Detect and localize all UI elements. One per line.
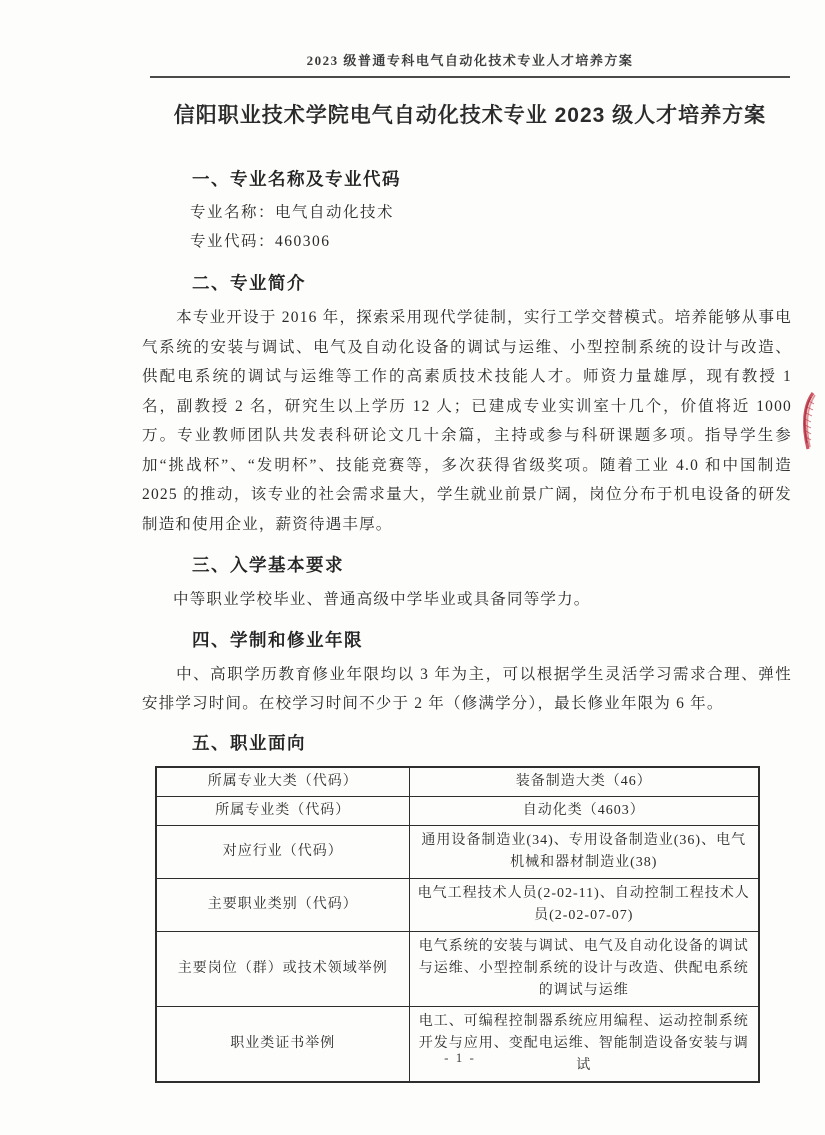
table-row-value: 电气工程技术人员(2-02-11)、自动控制工程技术人员(2-02-07-07) [409, 878, 759, 931]
career-orientation-table [155, 766, 760, 1083]
table-row-label: 主要职业类别（代码） [156, 878, 409, 931]
section-heading-1: 一、专业名称及专业代码 [192, 169, 401, 189]
table-row [156, 1006, 759, 1082]
section-heading-4: 四、学制和修业年限 [192, 629, 363, 650]
table-row-value: 自动化类（4603） [409, 796, 759, 825]
table-row-value: 电气系统的安装与调试、电气及自动化设备的调试与运维、小型控制系统的设计与改造、供配电系统的调试与运维 [409, 931, 759, 1006]
admission-requirement-paragraph: 中等职业学校毕业、普通高级中学毕业或具备同等学力。 [173, 591, 591, 608]
table-row-value: 通用设备制造业(34)、专用设备制造业(36)、电气机械和器材制造业(38) [409, 825, 759, 878]
table-row [156, 878, 759, 931]
section-heading-3: 三、入学基本要求 [192, 555, 344, 575]
major-name-line: 专业名称：电气自动化技术 [190, 204, 395, 221]
table-row [156, 931, 759, 1006]
section-heading-5: 五、职业面向 [192, 732, 306, 753]
table-row [156, 796, 759, 825]
major-intro-paragraph: 本专业开设于 2016 年，探索采用现代学徒制，实行工学交替模式。培养能够从事电气系统的安装与调试、电气及自动化设备的调试与运维、小型控制系统的设计与改造、供配电系统的调试与运维等工作的高素质技术技能人才。师资力量雄厚，现有教授 1 名，副教授 2 名，研究生以上学历 12 人；已建成专业实训室十几个，价值将近 1000 万。专业教师团队共发表科研论文几十余篇，主持或参与科研课题多项。指导学生参加“挑战杯”、“发明杯”、技能竞赛等，多次获得省级奖项。随着工业 4.0 和中国制造 2025 的推动，该专业的社会需求量大，学生就业前景广阔，岗位分布于机电设备的研发制造和使用企业，薪资待遇丰厚。 [142, 309, 792, 533]
table-row-label: 所属专业类（代码） [156, 796, 409, 825]
table-row-label: 主要岗位（群）或技术领域举例 [156, 931, 409, 1006]
red-seal-edge-mark [795, 391, 817, 453]
study-duration-paragraph: 中、高职学历教育修业年限均以 3 年为主，可以根据学生灵活学习需求合理、弹性安排学习时间。在校学习时间不少于 2 年（修满学分），最长修业年限为 6 年。 [142, 665, 792, 712]
document-title: 信阳职业技术学院电气自动化技术专业 2023 级人才培养方案 [173, 104, 767, 127]
page-number: - 1 - [444, 1050, 476, 1065]
major-code-line: 专业代码：460306 [190, 233, 331, 250]
table-row-label: 对应行业（代码） [156, 825, 409, 878]
table-row-value: 电工、可编程控制器系统应用编程、运动控制系统开发与应用、变配电运维、智能制造设备安装与调试 [409, 1006, 759, 1082]
table-row [156, 767, 759, 797]
running-header: 2023 级普通专科电气自动化技术专业人才培养方案 [150, 50, 790, 78]
table-row-label: 所属专业大类（代码） [156, 767, 409, 797]
table-row-label: 职业类证书举例 [156, 1006, 409, 1082]
document-body [142, 160, 792, 1083]
table-row-value: 装备制造大类（46） [409, 767, 759, 797]
section-heading-2: 二、专业简介 [192, 273, 306, 293]
table-row [156, 825, 759, 878]
